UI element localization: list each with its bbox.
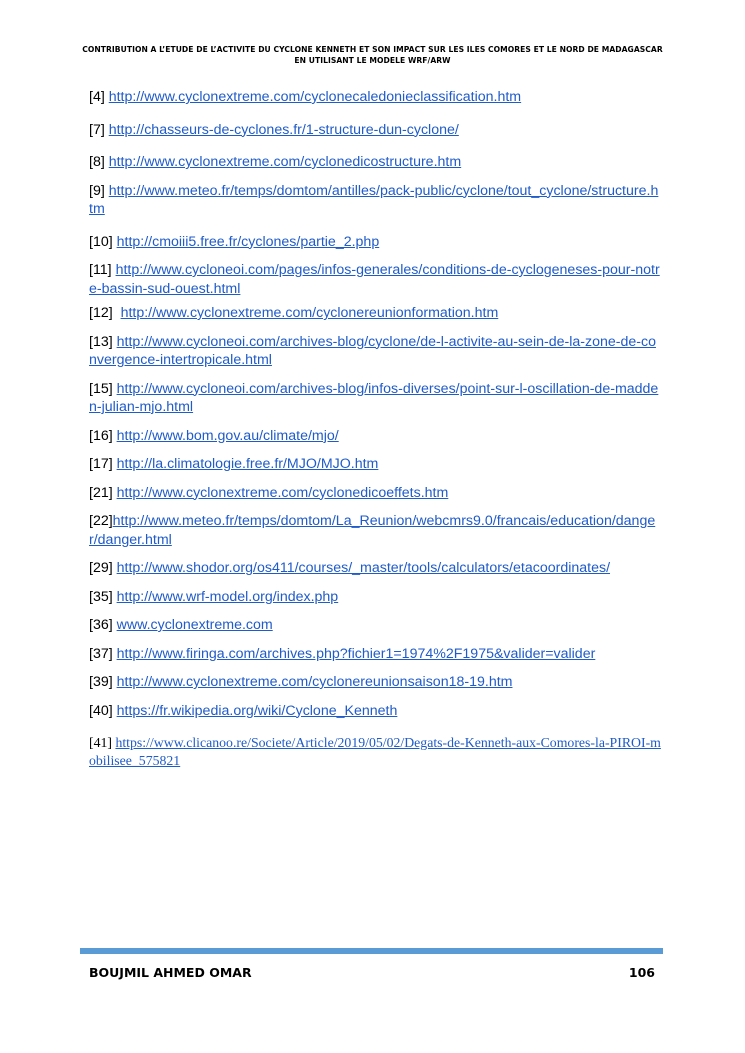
reference-number: [22] — [89, 513, 113, 529]
reference-number: [9] — [89, 182, 109, 199]
reference-link[interactable]: http://www.cyclonextreme.com/cyclonereunionformation.htm — [120, 305, 499, 321]
reference-link[interactable]: https://www.clicanoo.re/Societe/Article/2019/05/02/Degats-de-Kenneth-aux-Comores-la-PIROI-mobilisee_575821 — [89, 735, 661, 768]
reference-item — [89, 427, 661, 446]
reference-item — [89, 645, 661, 664]
reference-link[interactable]: http://www.cyclonextreme.com/cyclonereunionsaison18-19.htm — [116, 674, 513, 690]
page-number: 106 — [628, 965, 655, 980]
reference-link[interactable]: http://cmoiii5.free.fr/cyclones/partie_2.php — [116, 233, 380, 250]
reference-number: [36] — [89, 617, 117, 633]
reference-item — [89, 588, 661, 607]
reference-link[interactable]: http://www.cycloneoi.com/archives-blog/infos-diverses/point-sur-l-oscillation-de-madden-julian-mjo.html — [89, 380, 659, 415]
reference-number: [10] — [89, 233, 117, 250]
reference-item — [89, 455, 661, 474]
reference-link[interactable]: http://www.wrf-model.org/index.php — [116, 588, 339, 605]
reference-item — [89, 333, 661, 370]
reference-link[interactable]: http://www.cycloneoi.com/pages/infos-generales/conditions-de-cyclogeneses-pour-notre-bassin-sud-ouest.html — [89, 262, 660, 297]
reference-link[interactable]: http://la.climatologie.free.fr/MJO/MJO.htm — [116, 456, 379, 472]
reference-item — [89, 734, 661, 769]
reference-item — [89, 153, 661, 172]
reference-item — [89, 88, 661, 107]
reference-item — [89, 673, 661, 692]
reference-number: [15] — [89, 380, 117, 397]
reference-link[interactable]: www.cyclonextreme.com — [116, 617, 273, 633]
references-list — [89, 88, 661, 779]
reference-link[interactable]: http://www.meteo.fr/temps/domtom/La_Reunion/webcmrs9.0/francais/education/danger/danger.html — [89, 513, 656, 548]
reference-number: [16] — [89, 427, 117, 444]
reference-link[interactable]: http://www.cyclonextreme.com/cyclonedicostructure.htm — [108, 154, 462, 170]
reference-item — [89, 484, 661, 503]
reference-number: [41] — [89, 735, 116, 750]
reference-item — [89, 559, 661, 578]
reference-number: [35] — [89, 588, 117, 605]
reference-number: [7] — [89, 121, 109, 138]
running-header — [80, 44, 665, 66]
reference-item — [89, 233, 661, 252]
reference-item — [89, 261, 661, 298]
reference-number: [12] — [89, 305, 121, 321]
reference-item — [89, 512, 661, 549]
reference-link[interactable]: http://www.cyclonextreme.com/cyclonedicoeffets.htm — [116, 484, 449, 501]
reference-number: [4] — [89, 89, 109, 105]
reference-item — [89, 616, 661, 635]
reference-link[interactable]: http://www.bom.gov.au/climate/mjo/ — [116, 427, 339, 444]
reference-link[interactable]: http://chasseurs-de-cyclones.fr/1-structure-dun-cyclone/ — [108, 121, 459, 138]
header-line-2: EN UTILISANT LE MODELE WRF/ARW — [294, 56, 451, 65]
reference-number: [13] — [89, 333, 117, 350]
reference-number: [39] — [89, 674, 117, 690]
reference-link[interactable]: http://www.shodor.org/os411/courses/_master/tools/calculators/etacoordinates/ — [116, 560, 611, 576]
footer-divider — [80, 948, 663, 954]
reference-item — [89, 304, 661, 323]
reference-number: [17] — [89, 456, 117, 472]
reference-link[interactable]: http://www.meteo.fr/temps/domtom/antilles/pack-public/cyclone/tout_cyclone/structure.htm — [89, 182, 659, 217]
reference-number: [11] — [89, 262, 116, 278]
reference-link[interactable]: https://fr.wikipedia.org/wiki/Cyclone_Kenneth — [116, 702, 398, 719]
reference-link[interactable]: http://www.cyclonextreme.com/cyclonecaledonieclassification.htm — [108, 89, 522, 105]
header-line-1: CONTRIBUTION A L’ETUDE DE L’ACTIVITE DU CYCLONE KENNETH ET SON IMPACT SUR LES ILES COMORES ET LE NORD DE MADAGASCAR — [82, 45, 663, 54]
reference-item — [89, 702, 661, 721]
reference-number: [37] — [89, 645, 117, 662]
reference-link[interactable]: http://www.firinga.com/archives.php?fichier1=1974%2F1975&valider=valider — [116, 645, 596, 662]
reference-number: [29] — [89, 560, 117, 576]
reference-number: [21] — [89, 484, 117, 501]
reference-number: [40] — [89, 702, 117, 719]
footer-author: BOUJMIL AHMED OMAR — [89, 965, 252, 980]
reference-item — [89, 182, 661, 219]
reference-link[interactable]: http://www.cycloneoi.com/archives-blog/cyclone/de-l-activite-au-sein-de-la-zone-de-convergence-intertropicale.html — [89, 333, 656, 368]
reference-item — [89, 380, 661, 417]
reference-number: [8] — [89, 154, 109, 170]
reference-item — [89, 121, 661, 140]
